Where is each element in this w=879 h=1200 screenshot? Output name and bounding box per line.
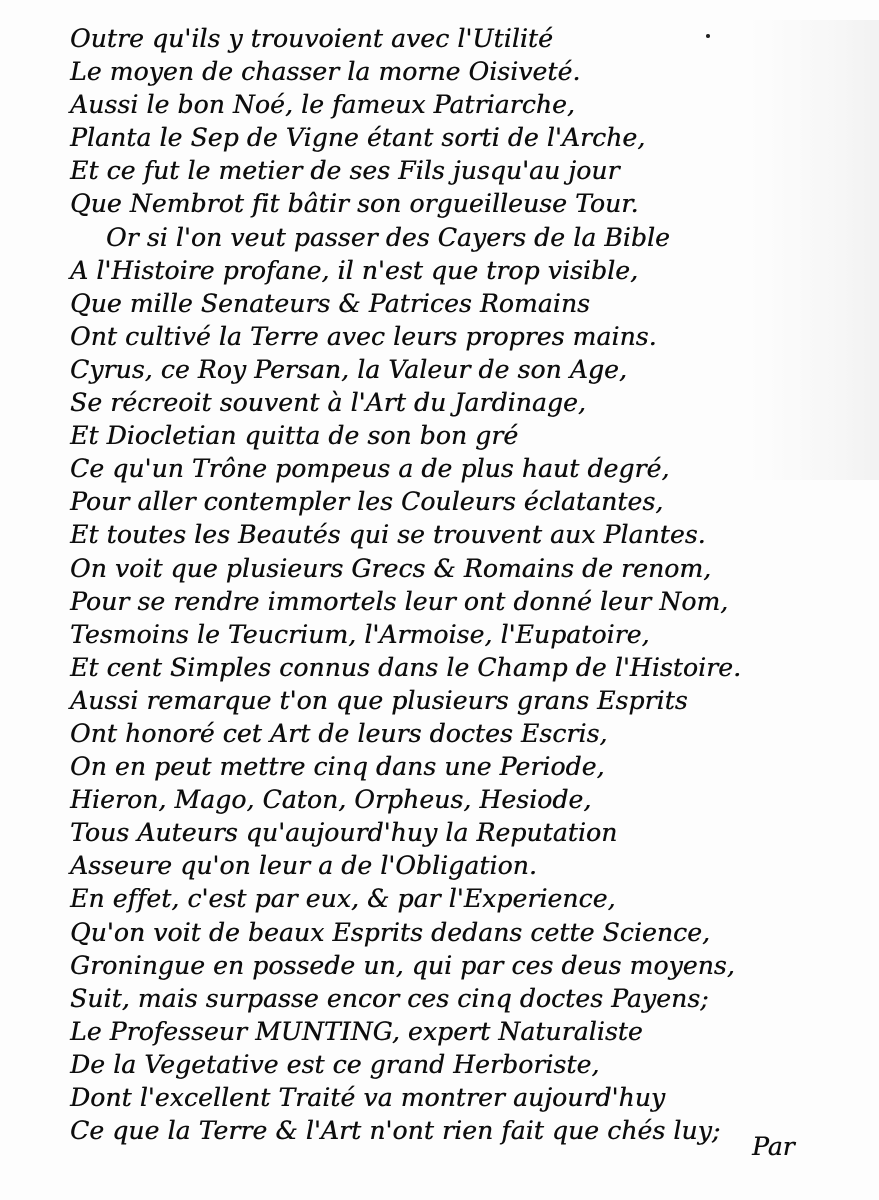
verse-line: Et cent Simples connus dans le Champ de l'Histoire. xyxy=(70,652,742,682)
verse-line: Pour aller contempler les Couleurs éclatantes, xyxy=(70,487,664,517)
verse-line: Or si l'on veut passer des Cayers de la Bible xyxy=(106,222,670,252)
verse-line: Le Professeur MUNTING, expert Naturaliste xyxy=(70,1016,643,1046)
verse-line: Outre qu'ils y trouvoient avec l'Utilité xyxy=(70,24,553,53)
poem-verses xyxy=(70,22,860,1147)
verse-line: Groningue en possede un, qui par ces deus moyens, xyxy=(70,950,735,980)
verse-line: Qu'on voit de beaux Esprits dedans cette Science, xyxy=(70,917,711,947)
verse-line: Pour se rendre immortels leur ont donné leur Nom, xyxy=(70,586,729,616)
verse-line: Aussi le bon Noé, le fameux Patriarche, xyxy=(70,90,575,120)
verse-line: Que mille Senateurs & Patrices Romains xyxy=(70,288,590,318)
verse-line: Se récreoit souvent à l'Art du Jardinage, xyxy=(70,388,586,418)
verse-line: Dont l'excellent Traité va montrer aujourd'huy xyxy=(70,1083,666,1112)
verse-line: Et ce fut le metier de ses Fils jusqu'au jour xyxy=(70,156,620,186)
verse-line: De la Vegetative est ce grand Herboriste, xyxy=(70,1049,600,1079)
catchword: Par xyxy=(752,1132,795,1161)
verse-line: Tesmoins le Teucrium, l'Armoise, l'Eupatoire, xyxy=(70,619,650,649)
verse-line: Suit, mais surpasse encor ces cinq doctes Payens; xyxy=(70,983,709,1013)
verse-line: On en peut mettre cinq dans une Periode, xyxy=(70,752,605,782)
verse-line: Planta le Sep de Vigne étant sorti de l'Arche, xyxy=(70,123,646,153)
verse-line: Ce qu'un Trône pompeus a de plus haut degré, xyxy=(70,454,670,484)
verse-line: Ont honoré cet Art de leurs doctes Escris, xyxy=(70,718,608,748)
verse-line: Cyrus, ce Roy Persan, la Valeur de son Age, xyxy=(70,354,627,384)
verse-line: Et Diocletian quitta de son bon gré xyxy=(70,421,519,451)
verse-line: Aussi remarque t'on que plusieurs grans Esprits xyxy=(70,685,688,715)
verse-line: Le moyen de chasser la morne Oisiveté. xyxy=(70,57,581,87)
verse-line: Hieron, Mago, Caton, Orpheus, Hesiode, xyxy=(70,785,592,815)
verse-line: On voit que plusieurs Grecs & Romains de renom, xyxy=(70,553,712,583)
verse-line: Et toutes les Beautés qui se trouvent aux Plantes. xyxy=(70,520,706,550)
verse-line: Que Nembrot fit bâtir son orgueilleuse Tour. xyxy=(70,189,639,219)
verse-line: En effet, c'est par eux, & par l'Experience, xyxy=(70,884,616,914)
verse-line: Ont cultivé la Terre avec leurs propres mains. xyxy=(70,321,657,351)
verse-line: Asseure qu'on leur a de l'Obligation. xyxy=(70,851,537,881)
verse-line: Ce que la Terre & l'Art n'ont rien fait que chés luy; xyxy=(70,1116,721,1146)
verse-line: Tous Auteurs qu'aujourd'huy la Reputation xyxy=(70,818,618,848)
verse-line: A l'Histoire profane, il n'est que trop visible, xyxy=(70,255,639,285)
